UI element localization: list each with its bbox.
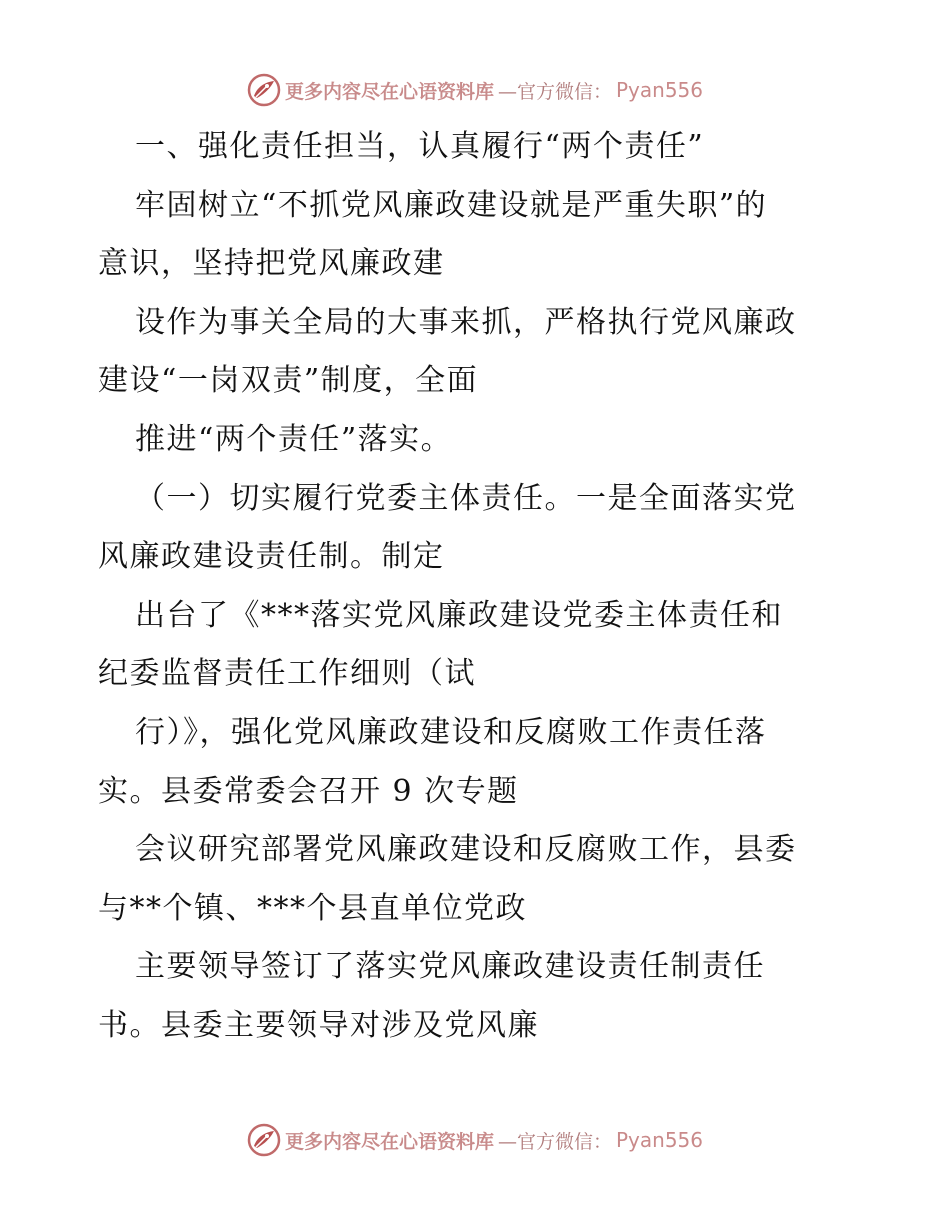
paragraph-line: 与**个镇、***个县直单位党政 <box>98 890 527 926</box>
pen-nib-logo-icon <box>247 73 281 107</box>
paragraph-line: 实。县委常委会召开 9 次专题 <box>98 773 519 809</box>
watermark-brand-text: 更多内容尽在心语资料库 <box>284 80 494 103</box>
subsection-line: （一）切实履行党委主体责任。一是全面落实党 <box>135 480 797 516</box>
paragraph-line: 出台了《***落实党风廉政建设党委主体责任和 <box>135 597 783 633</box>
watermark-wechat-id: Pyan556 <box>616 1128 704 1152</box>
watermark-header <box>0 70 950 110</box>
document-body <box>98 118 858 1056</box>
paragraph-line: 主要领导签订了落实党风廉政建设责任制责任 <box>135 949 765 985</box>
paragraph-line: 会议研究部署党风廉政建设和反腐败工作，县委 <box>135 832 797 868</box>
watermark-brand-text: 更多内容尽在心语资料库 <box>284 1130 494 1153</box>
watermark-official-text: —官方微信： <box>497 80 612 103</box>
watermark-footer <box>0 1120 950 1160</box>
paragraph-line: 纪委监督责任工作细则（试 <box>98 656 476 692</box>
pen-nib-logo-icon <box>247 1123 281 1157</box>
paragraph-line: 建设“一岗双责”制度，全面 <box>98 363 479 399</box>
section-heading: 一、强化责任担当，认真履行“两个责任” <box>135 129 705 164</box>
paragraph-line: 意识，坚持把党风廉政建 <box>98 246 445 282</box>
paragraph-line: 牢固树立“不抓党风廉政建设就是严重失职”的 <box>135 187 768 223</box>
paragraph-line: 书。县委主要领导对涉及党风廉 <box>98 1007 539 1043</box>
watermark-official-text: —官方微信： <box>497 1130 612 1153</box>
paragraph-line: 设作为事关全局的大事来抓，严格执行党风廉政 <box>135 304 797 340</box>
paragraph-line: 风廉政建设责任制。制定 <box>98 539 445 575</box>
paragraph-line: 行）》，强化党风廉政建设和反腐败工作责任落 <box>135 714 767 750</box>
watermark-wechat-id: Pyan556 <box>616 78 704 102</box>
paragraph-line: 推进“两个责任”落实。 <box>135 421 453 457</box>
